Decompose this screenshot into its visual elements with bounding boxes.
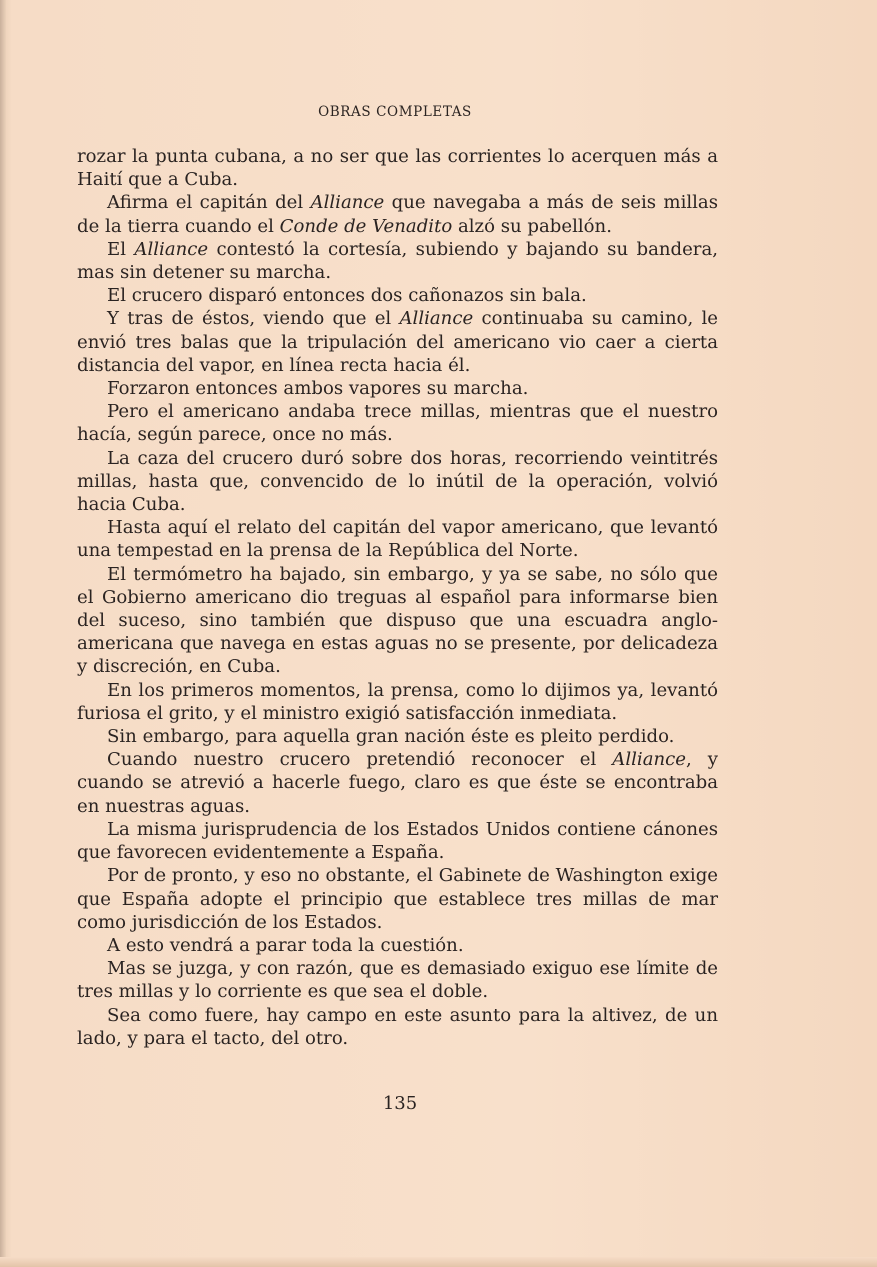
paragraph: Pero el americano andaba trece millas, mientras que el nuestro hacía, según parece, once no más. bbox=[77, 401, 718, 446]
paragraph: El termómetro ha bajado, sin embargo, y ya se sabe, no sólo que el Gobierno americano dio treguas al español para informarse bien del suceso, sino también que dispuso que una escuadra anglo-americana que navega en estas aguas no se presente, por delicadeza y discreción, en Cuba. bbox=[77, 563, 718, 678]
paragraph: Por de pronto, y eso no obstante, el Gabinete de Washington exige que España adopte el principio que establece tres millas de mar como jurisdicción de los Estados. bbox=[77, 865, 718, 933]
paragraph: El crucero disparó entonces dos cañonazos sin bala. bbox=[107, 285, 587, 307]
paragraph: Mas se juzga, y con razón, que es demasiado exiguo ese límite de tres millas y lo corriente es que sea el doble. bbox=[77, 958, 718, 1003]
paragraph: Afirma el capitán del Alliance que navegaba a más de seis millas de la tierra cuando el Conde de Venadito alzó su pabellón. bbox=[77, 192, 718, 237]
paragraph: Sea como fuere, hay campo en este asunto para la altivez, de un lado, y para el tacto, del otro. bbox=[77, 1004, 718, 1049]
page-left-edge bbox=[0, 0, 6, 1267]
paragraph: La caza del crucero duró sobre dos horas, recorriendo veintitrés millas, hasta que, convencido de lo inútil de la operación, volvió hacia Cuba. bbox=[77, 447, 718, 516]
page-number: 135 bbox=[382, 1093, 418, 1114]
body-text bbox=[77, 145, 718, 1050]
paragraph: Y tras de éstos, viendo que el Alliance continuaba su camino, le envió tres balas que la tripulación del americano vio caer a cierta distancia del vapor, en línea recta hacia él. bbox=[77, 308, 718, 376]
page-bottom-edge bbox=[0, 1257, 877, 1267]
paragraph: Sin embargo, para aquella gran nación éste es pleito perdido. bbox=[107, 726, 675, 748]
paragraph: A esto vendrá a parar toda la cuestión. bbox=[107, 934, 464, 956]
paragraph: Forzaron entonces ambos vapores su marcha. bbox=[107, 378, 529, 400]
paragraph: En los primeros momentos, la prensa, como lo dijimos ya, levantó furiosa el grito, y el ministro exigió satisfacción inmediata. bbox=[77, 679, 718, 724]
paragraph: El Alliance contestó la cortesía, subiendo y bajando su bandera, mas sin detener su marcha. bbox=[77, 238, 718, 284]
paragraph: rozar la punta cubana, a no ser que las corrientes lo acerquen más a Haití que a Cuba. bbox=[77, 146, 718, 191]
running-header: OBRAS COMPLETAS bbox=[318, 104, 472, 120]
paragraph: Cuando nuestro crucero pretendió reconocer el Alliance, y cuando se atrevió a hacerle fuego, claro es que éste se encontraba en nuestras aguas. bbox=[77, 749, 719, 817]
paragraph: Hasta aquí el relato del capitán del vapor americano, que levantó una tempestad en la prensa de la República del Norte. bbox=[77, 517, 718, 562]
paragraph: La misma jurisprudencia de los Estados Unidos contiene cánones que favorecen evidentemente a España. bbox=[77, 818, 718, 864]
